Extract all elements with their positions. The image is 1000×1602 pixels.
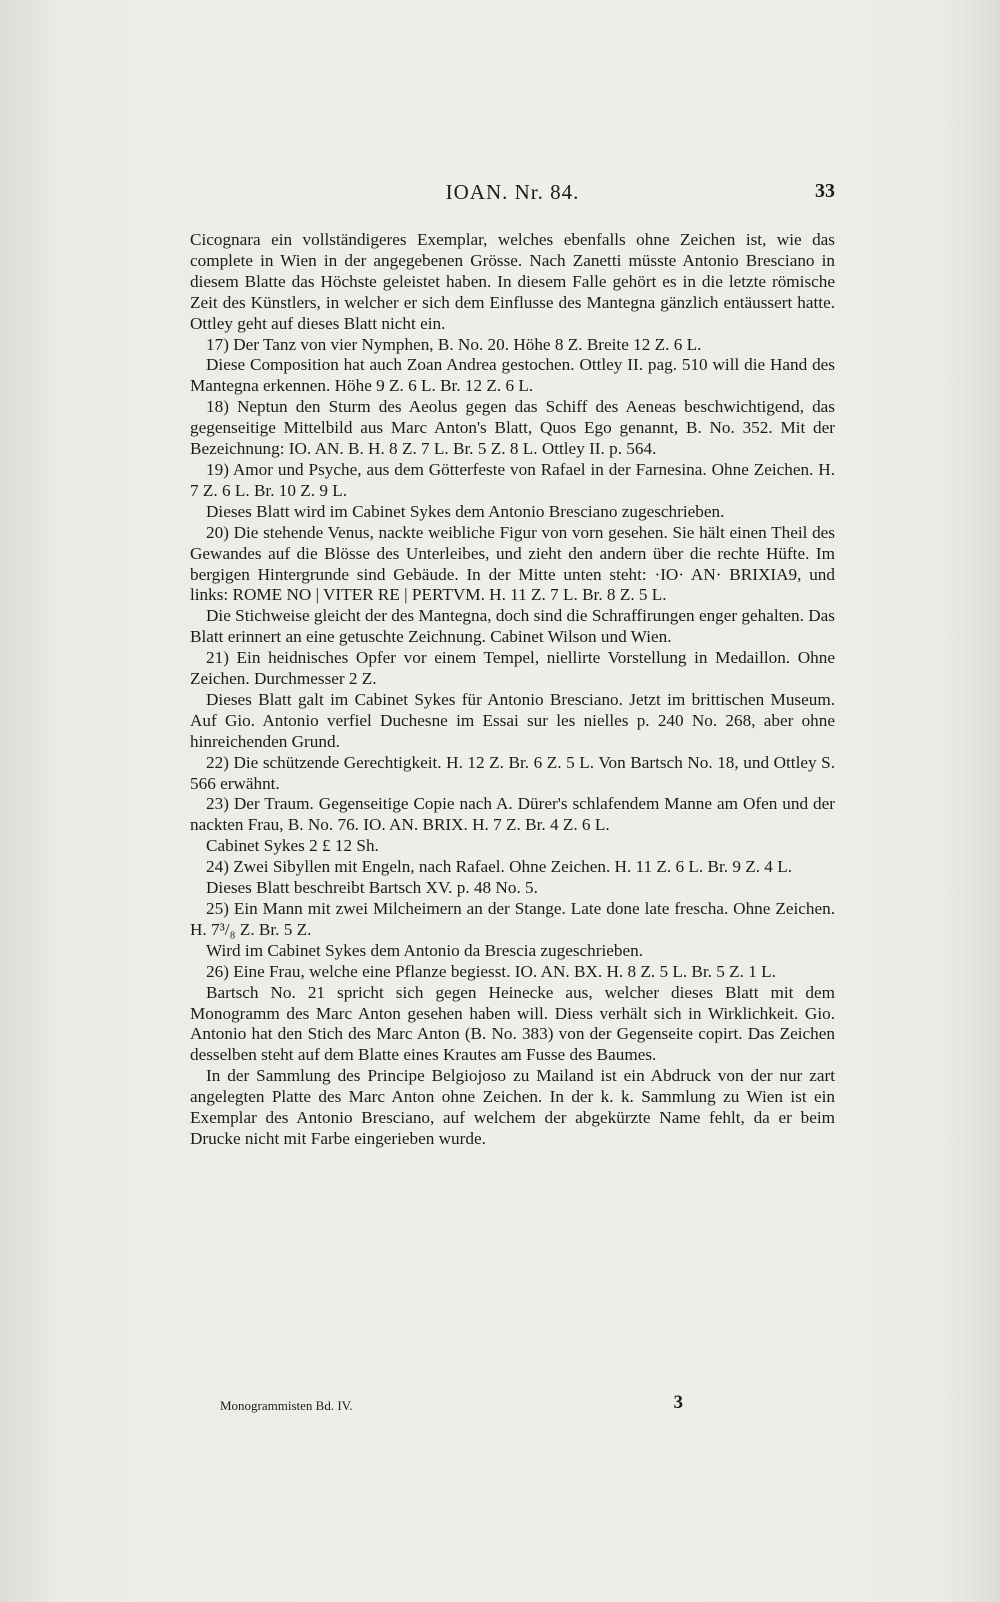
paragraph: Die Stichweise gleicht der des Mantegna, doch sind die Schraffirungen enger gehalten. Das Blatt erinnert an eine getuschte Zeichnung. Cabinet Wilson und Wien.	[190, 606, 835, 647]
paragraph: 21) Ein heidnisches Opfer vor einem Tempel, niellirte Vorstellung in Medaillon. Ohne Zeichen. Durchmesser 2 Z.	[190, 648, 835, 689]
header-title: IOAN. Nr. 84.	[445, 180, 580, 204]
page-number: 33	[815, 180, 835, 202]
text-body	[190, 230, 835, 1150]
paragraph: Wird im Cabinet Sykes dem Antonio da Brescia zugeschrieben.	[206, 940, 644, 960]
paragraph: In der Sammlung des Principe Belgiojoso zu Mailand ist ein Abdruck von der nur zart angelegten Platte des Marc Anton ohne Zeichen. In der k. k. Sammlung zu Wien ist ein Exemplar des Antonio Bresciano, auf welchem der abgekürzte Name fehlt, da er beim Drucke nicht mit Farbe eingerieben wurde.	[190, 1066, 835, 1148]
paragraph: 17) Der Tanz von vier Nymphen, B. No. 20. Höhe 8 Z. Breite 12 Z. 6 L.	[206, 334, 702, 354]
paragraph: 23) Der Traum. Gegenseitige Copie nach A. Dürer's schlafendem Manne am Ofen und der nackten Frau, B. No. 76. IO. AN. BRIX. H. 7 Z. Br. 4 Z. 6 L.	[190, 794, 835, 835]
paragraph: Cicognara ein vollständigeres Exemplar, welches ebenfalls ohne Zeichen ist, wie das complete in Wien in der angegebenen Grösse. Nach Zanetti müsste Antonio Bresciano in diesem Blatte das Höchste geleistet haben. In diesem Falle gehört es in die letzte römische Zeit des Künstlers, in welcher er sich dem Einflusse des Mantegna gänzlich entäussert hatte. Ottley geht auf dieses Blatt nicht ein.	[190, 230, 835, 333]
paragraph: Cabinet Sykes 2 £ 12 Sh.	[206, 836, 379, 856]
paragraph: Dieses Blatt galt im Cabinet Sykes für Antonio Bresciano. Jetzt im brittischen Museum. Auf Gio. Antonio verfiel Duchesne im Essai sur les nielles p. 240 No. 268, aber ohne hinreichenden Grund.	[190, 689, 835, 751]
paragraph: 18) Neptun den Sturm des Aeolus gegen das Schiff des Aeneas beschwichtigend, das gegenseitige Mittelbild aus Marc Anton's Blatt, Quos Ego genannt, B. No. 352. Mit der Bezeichnung: IO. AN. B. H. 8 Z. 7 L. Br. 5 Z. 8 L. Ottley II. p. 564.	[190, 397, 835, 459]
paragraph: 19) Amor und Psyche, aus dem Götterfeste von Rafael in der Farnesina. Ohne Zeichen. H. 7 Z. 6 L. Br. 10 Z. 9 L.	[190, 459, 835, 500]
paragraph: 20) Die stehende Venus, nackte weibliche Figur von vorn gesehen. Sie hält einen Theil des Gewandes auf die Blösse des Unterleibes, und zieht den andern über die rechte Hüfte. Im bergigen Hintergrunde sind Gebäude. In der Mitte unten steht: ·IO· AN· BRIXIA9, und links: ROME NO | VITER RE | PERTVM. H. 11 Z. 7 L. Br. 8 Z. 5 L.	[190, 522, 835, 605]
paragraph: Dieses Blatt wird im Cabinet Sykes dem Antonio Bresciano zugeschrieben.	[206, 501, 725, 521]
sheet-number: 3	[673, 1392, 683, 1413]
paragraph: Dieses Blatt beschreibt Bartsch XV. p. 48 No. 5.	[206, 878, 538, 898]
paragraph: 25) Ein Mann mit zwei Milcheimern an der Stange. Late done late frescha. Ohne Zeichen. H. 7³/₈ Z. Br. 5 Z.	[190, 899, 835, 939]
page-footer	[190, 1392, 835, 1420]
paragraph: 24) Zwei Sibyllen mit Engeln, nach Rafael. Ohne Zeichen. H. 11 Z. 6 L. Br. 9 Z. 4 L.	[206, 857, 792, 877]
paragraph: Bartsch No. 21 spricht sich gegen Heinecke aus, welcher dieses Blatt mit dem Monogramm des Marc Anton gesehen haben will. Diess verhält sich in Wirklichkeit. Gio. Antonio hat den Stich des Marc Anton (B. No. 383) von der Gegenseite copirt. Das Zeichen desselben steht auf dem Blatte eines Krautes am Fusse des Baumes.	[190, 982, 835, 1065]
running-header	[190, 178, 835, 208]
signature-line: Monogrammisten Bd. IV.	[220, 1398, 353, 1413]
paragraph: 26) Eine Frau, welche eine Pflanze begiesst. IO. AN. BX. H. 8 Z. 5 L. Br. 5 Z. 1 L.	[206, 961, 776, 981]
paragraph: Diese Composition hat auch Zoan Andrea gestochen. Ottley II. pag. 510 will die Hand des Mantegna erkennen. Höhe 9 Z. 6 L. Br. 12 Z. 6 L.	[190, 355, 835, 396]
paragraph: 22) Die schützende Gerechtigkeit. H. 12 Z. Br. 6 Z. 5 L. Von Bartsch No. 18, und Ottley S. 566 erwähnt.	[190, 752, 835, 793]
